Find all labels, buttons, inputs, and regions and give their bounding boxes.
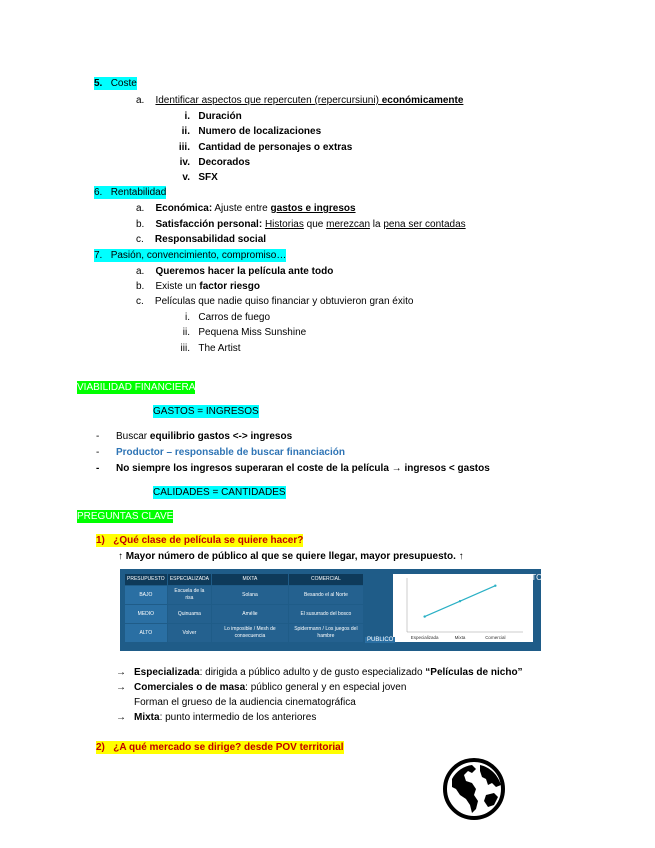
film-item-1: i. Carros de fuego bbox=[185, 312, 271, 323]
table-cell: Lo imposible / Mesh de consecuencia bbox=[212, 624, 289, 643]
table-cell: Spidermann / Los juegos del hambre bbox=[288, 624, 363, 643]
chart-tick-label: Mixta bbox=[454, 635, 466, 640]
table-cell: Besando el al Norte bbox=[288, 586, 363, 605]
section-6-heading: 6. Rentabilidad bbox=[94, 187, 167, 198]
coste-item-2: ii. Numero de localizaciones bbox=[181, 126, 322, 137]
table-header: PRESUPUESTO bbox=[125, 574, 168, 586]
table-cell: El susurrado del bosco bbox=[288, 605, 363, 624]
type-comercial: → Comerciales o de masa: público general y en especial joven bbox=[116, 682, 407, 693]
preguntas-heading: PREGUNTAS CLAVE bbox=[77, 511, 174, 522]
right-arrow-icon: → bbox=[116, 682, 126, 693]
table-cell: Quinuama bbox=[167, 605, 211, 624]
question-1: 1) ¿Qué clase de película se quiere hacer? bbox=[96, 535, 304, 546]
question-1-note: ↑ Mayor número de público al que se quiere llegar, mayor presupuesto. ↑ bbox=[118, 551, 464, 562]
table-header-row bbox=[125, 574, 364, 586]
section-6-item-c: c. Responsabilidad social bbox=[136, 234, 267, 245]
chart-point bbox=[423, 615, 425, 617]
table-cell: MEDIO bbox=[125, 605, 168, 624]
section-5-item-a: a. Identificar aspectos que repercuten (repercursiuni) económicamente bbox=[136, 95, 464, 106]
globe-icon bbox=[442, 757, 506, 821]
coste-item-4: iv. Decorados bbox=[179, 157, 251, 168]
viabilidad-bullet-2: - Productor – responsable de buscar financiación bbox=[96, 447, 345, 458]
coste-item-5: v. SFX bbox=[182, 172, 218, 183]
chart-axis bbox=[407, 578, 523, 632]
viabilidad-bullet-1: - Buscar equilibrio gastos <-> ingresos bbox=[96, 431, 293, 442]
table-cell: Escuela de la risa bbox=[167, 586, 211, 605]
chart-x-label: PUBLICO bbox=[367, 637, 394, 643]
budget-table bbox=[124, 573, 364, 643]
section-7-item-b: b. Existe un factor riesgo bbox=[136, 281, 260, 292]
coste-item-3: iii. Cantidad de personajes o extras bbox=[178, 142, 353, 153]
section-5-heading: 5. Coste bbox=[94, 78, 137, 89]
chart-title: PRESUPUESTO bbox=[482, 573, 543, 582]
gastos-equation: GASTOS = INGRESOS bbox=[153, 406, 259, 417]
chart-tick-label: Especializada bbox=[410, 635, 439, 640]
up-arrow-icon: ↑ bbox=[458, 551, 464, 562]
type-especializada: → Especializada: dirigida a público adulto y de gusto especializado “Películas de nicho” bbox=[116, 667, 523, 678]
coste-item-1: i. Duración bbox=[184, 111, 242, 122]
table-row bbox=[125, 624, 364, 643]
type-mixta: → Mixta: punto intermedio de los anteriores bbox=[116, 712, 317, 723]
viabilidad-heading: VIABILIDAD FINANCIERA bbox=[77, 382, 196, 393]
table-header: ESPECIALIZADA bbox=[167, 574, 211, 586]
budget-line-chart bbox=[393, 574, 533, 642]
table-cell: Volver bbox=[167, 624, 211, 643]
viabilidad-bullet-3: - No siempre los ingresos superaran el coste de la película → ingresos < gastos bbox=[96, 463, 490, 474]
calidades-equation: CALIDADES = CANTIDADES bbox=[153, 487, 286, 498]
section-7-item-c: c. Películas que nadie quiso financiar y obtuvieron gran éxito bbox=[136, 296, 414, 307]
table-cell: ALTO bbox=[125, 624, 168, 643]
question-2: 2) ¿A qué mercado se dirige? desde POV territorial bbox=[96, 742, 344, 753]
right-arrow-icon: → bbox=[116, 712, 126, 723]
section-6-item-a: a. Económica: Ajuste entre gastos e ingresos bbox=[136, 203, 356, 214]
type-comercial-note: Forman el grueso de la audiencia cinematográfica bbox=[134, 697, 356, 708]
right-arrow-icon: → bbox=[116, 667, 126, 678]
section-7-item-a: a. Queremos hacer la película ante todo bbox=[136, 266, 334, 277]
section-7-heading: 7. Pasión, convencimiento, compromiso… bbox=[94, 250, 287, 261]
film-item-2: ii. Pequena Miss Sunshine bbox=[182, 327, 307, 338]
section-6-item-b: b. Satisfacción personal: Historias que merezcan la pena ser contadas bbox=[136, 219, 466, 230]
table-row bbox=[125, 586, 364, 605]
up-arrow-icon: ↑ bbox=[118, 551, 123, 562]
budget-figure bbox=[120, 569, 541, 651]
right-arrow-icon: → bbox=[391, 463, 402, 474]
film-item-3: iii. The Artist bbox=[180, 343, 241, 354]
table-cell: BAJO bbox=[125, 586, 168, 605]
chart-point bbox=[459, 600, 461, 602]
chart-tick-label: Comercial bbox=[485, 635, 506, 640]
table-row bbox=[125, 605, 364, 624]
table-cell: Solana bbox=[212, 586, 289, 605]
table-header: MIXTA bbox=[212, 574, 289, 586]
table-cell: Amélie bbox=[212, 605, 289, 624]
chart-point bbox=[494, 585, 496, 587]
table-header: COMERCIAL bbox=[288, 574, 363, 586]
